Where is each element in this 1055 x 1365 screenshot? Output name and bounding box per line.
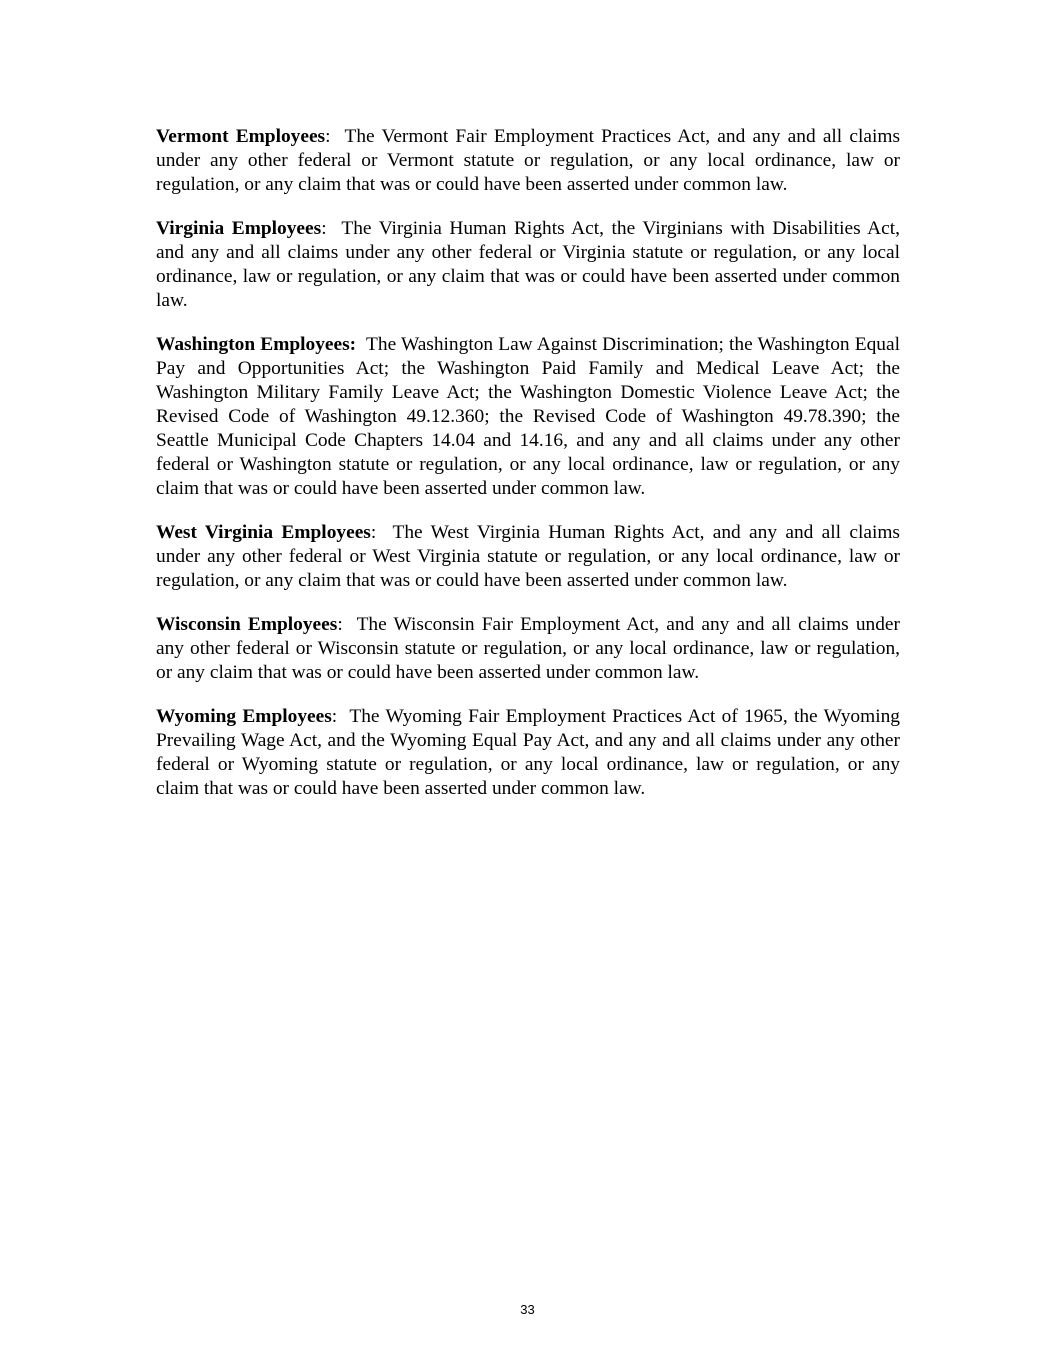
paragraph-wisconsin [156, 613, 905, 685]
paragraph-body: The Washington Law Against Discrimination; the Washington Equal Pay and Opportunities Act; the Washington Paid Family and Medical Leave Act; the Washington Military Family Leave Act; the Washington Domestic Violence Leave Act; the Revised Code of Washington 49.12.360; the Revised Code of Washington 49.78.390; the Seattle Municipal Code Chapters 14.04 and 14.16, and any and all claims under any other federal or Washington statute or regulation, or any local ordinance, law or regulation, or any claim that was or could have been asserted under common law. [156, 334, 905, 499]
heading-separator: : [321, 218, 327, 239]
paragraph-heading: Wisconsin Employees [156, 614, 338, 635]
paragraph-heading: Virginia Employees [156, 218, 322, 239]
heading-separator: : [337, 614, 343, 635]
paragraph-heading: Wyoming Employees [156, 706, 332, 727]
paragraph-body: The West Virginia Human Rights Act, and any and all claims under any other federal or West Virginia statute or regulation, or any local ordinance, law or regulation, or any claim that was or could have been asserted under common law. [156, 522, 905, 591]
paragraph-vermont [156, 125, 905, 197]
paragraph-washington [156, 333, 905, 501]
paragraph-heading: Washington Employees: [156, 334, 357, 355]
page-number: 33 [520, 1302, 535, 1317]
heading-separator: : [331, 706, 338, 727]
page-body [156, 125, 905, 821]
paragraph-heading: Vermont Employees [156, 126, 326, 147]
paragraph-wyoming [156, 705, 905, 801]
paragraph-body: The Wisconsin Fair Employment Act, and any and all claims under any other federal or Wisconsin statute or regulation, or any local ordinance, law or regulation, or any claim that was or could have been asserted under common law. [156, 614, 905, 683]
paragraph-body: The Vermont Fair Employment Practices Act, and any and all claims under any other federal or Vermont statute or regulation, or any local ordinance, law or regulation, or any claim that was or could have been asserted under common law. [156, 126, 905, 195]
heading-separator: : [370, 522, 377, 543]
paragraph-body: The Virginia Human Rights Act, the Virginians with Disabilities Act, and any and all claims under any other federal or Virginia statute or regulation, or any local ordinance, law or regulation, or any claim that was or could have been asserted under common law. [156, 218, 905, 311]
paragraph-body: The Wyoming Fair Employment Practices Act of 1965, the Wyoming Prevailing Wage Act, and the Wyoming Equal Pay Act, and any and all claims under any other federal or Wyoming statute or regulation, or any local ordinance, law or regulation, or any claim that was or could have been asserted under common law. [156, 706, 905, 799]
paragraph-west-virginia [156, 521, 905, 593]
paragraph-virginia [156, 217, 905, 313]
paragraph-heading: West Virginia Employees [156, 522, 371, 543]
heading-separator: : [325, 126, 331, 147]
